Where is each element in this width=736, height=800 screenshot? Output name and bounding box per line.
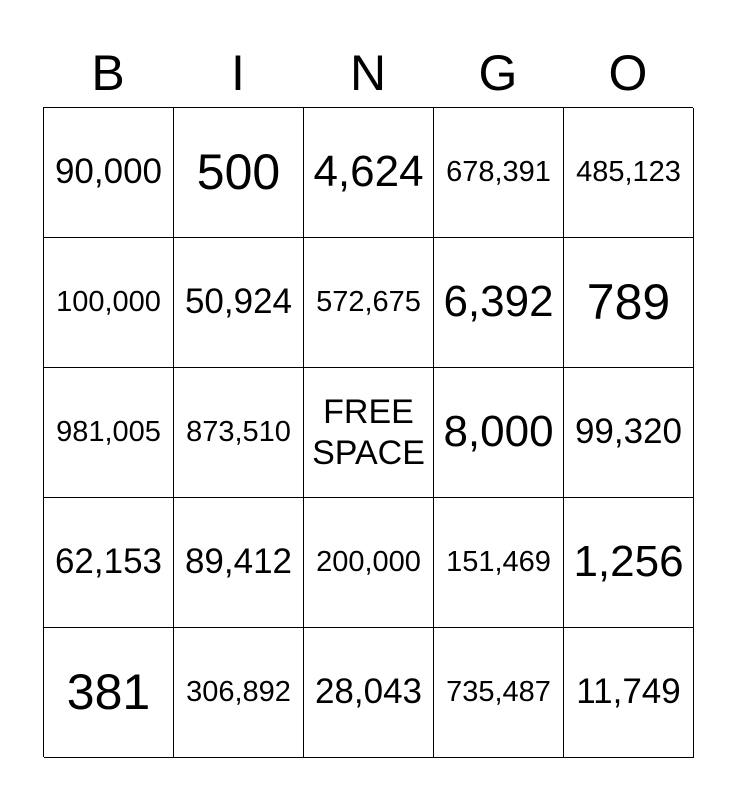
bingo-cell: 873,510 (174, 368, 304, 498)
bingo-cell: 485,123 (564, 108, 694, 238)
header-letter-b: B (91, 45, 125, 101)
bingo-cell: 62,153 (44, 498, 174, 628)
bingo-cell: 735,487 (434, 628, 564, 758)
header-letter-g: G (478, 45, 518, 101)
bingo-board (43, 107, 693, 757)
bingo-cell: 1,256 (564, 498, 694, 628)
bingo-cell: 500 (174, 108, 304, 238)
bingo-cell: 11,749 (564, 628, 694, 758)
bingo-cell: 151,469 (434, 498, 564, 628)
bingo-cell: 8,000 (434, 368, 564, 498)
header-letter-n: N (349, 45, 387, 101)
bingo-cell: 90,000 (44, 108, 174, 238)
bingo-cell: 200,000 (304, 498, 434, 628)
bingo-cell: 572,675 (304, 238, 434, 368)
bingo-cell: 6,392 (434, 238, 564, 368)
bingo-cell: 4,624 (304, 108, 434, 238)
bingo-cell: 789 (564, 238, 694, 368)
bingo-cell: 678,391 (434, 108, 564, 238)
bingo-cell: 381 (44, 628, 174, 758)
header-letter-o: O (608, 45, 648, 101)
free-space-cell: FREE SPACE (304, 368, 434, 498)
bingo-cell: 50,924 (174, 238, 304, 368)
bingo-cell: 89,412 (174, 498, 304, 628)
bingo-cell: 981,005 (44, 368, 174, 498)
bingo-cell: 100,000 (44, 238, 174, 368)
bingo-cell: 306,892 (174, 628, 304, 758)
bingo-cell: 99,320 (564, 368, 694, 498)
header-letter-i: I (231, 45, 245, 101)
bingo-header (43, 40, 693, 106)
bingo-cell: 28,043 (304, 628, 434, 758)
